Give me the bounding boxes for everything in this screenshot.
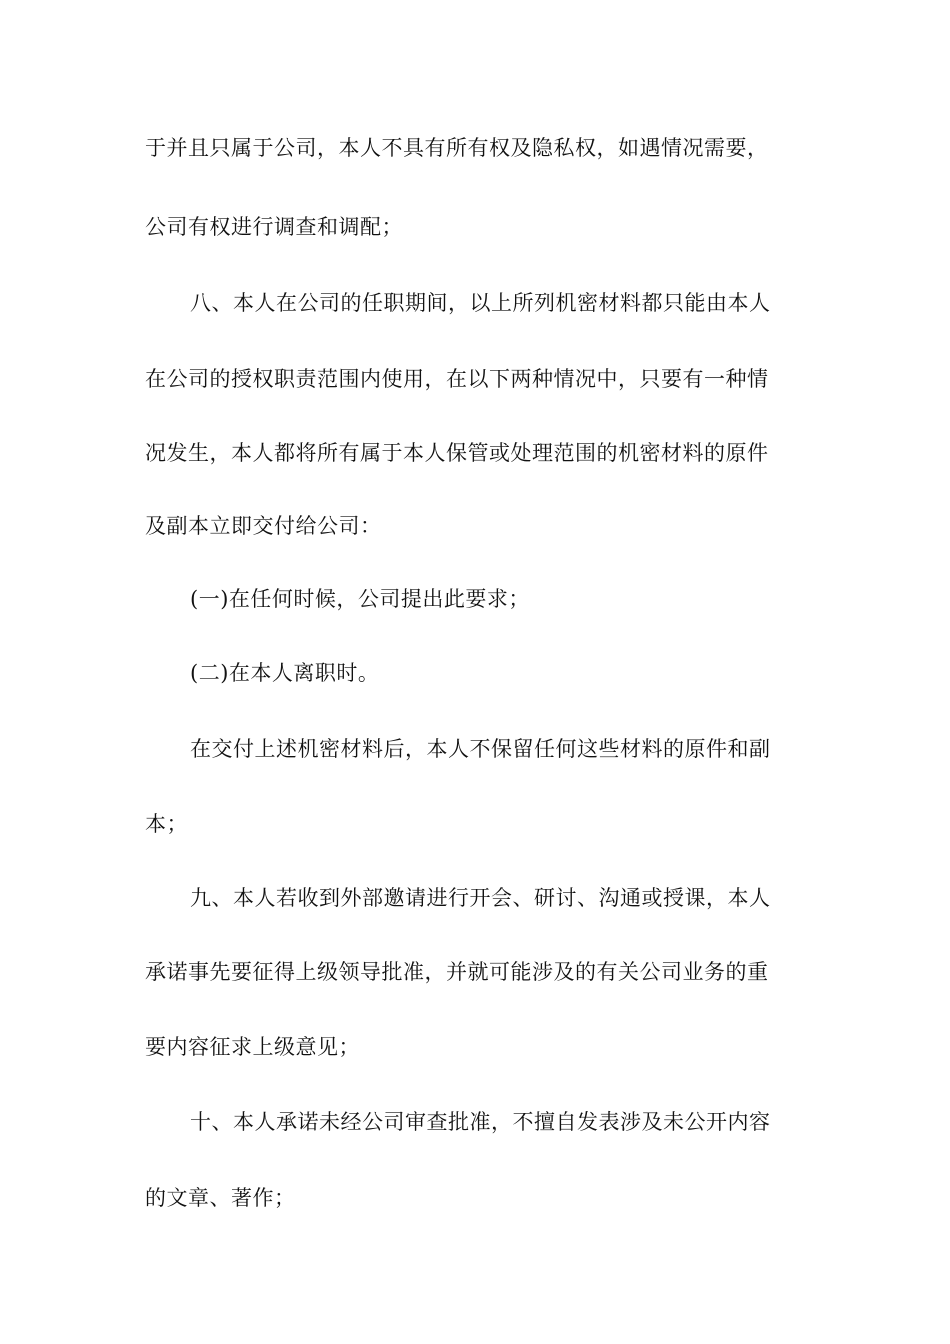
paragraph-nine-start: 九、本人若收到外部邀请进行开会、研讨、沟通或授课，本人 [190,886,771,910]
list-item-two: (二)在本人离职时。 [190,661,380,685]
paragraph-eight-start: 八、本人在公司的任职期间，以上所列机密材料都只能由本人 [190,291,771,315]
list-item-one: (一)在任何时候，公司提出此要求； [190,587,530,611]
text-line: 承诺事先要征得上级领导批准，并就可能涉及的有关公司业务的重 [145,960,769,984]
text-line: 在公司的授权职责范围内使用，在以下两种情况中，只要有一种情 [145,367,769,391]
paragraph-handover: 在交付上述机密材料后，本人不保留任何这些材料的原件和副 [190,737,771,761]
text-line: 要内容征求上级意见； [145,1035,360,1059]
text-line: 及副本立即交付给公司： [145,514,382,538]
text-line: 的文章、著作； [145,1186,296,1210]
text-line: 况发生，本人都将所有属于本人保管或处理范围的机密材料的原件 [145,441,769,465]
text-line: 本； [145,812,188,836]
text-line: 于并且只属于公司，本人不具有所有权及隐私权，如遇情况需要， [145,136,769,160]
text-line: 公司有权进行调查和调配； [145,215,403,239]
paragraph-ten-start: 十、本人承诺未经公司审查批准，不擅自发表涉及未公开内容 [190,1110,771,1134]
